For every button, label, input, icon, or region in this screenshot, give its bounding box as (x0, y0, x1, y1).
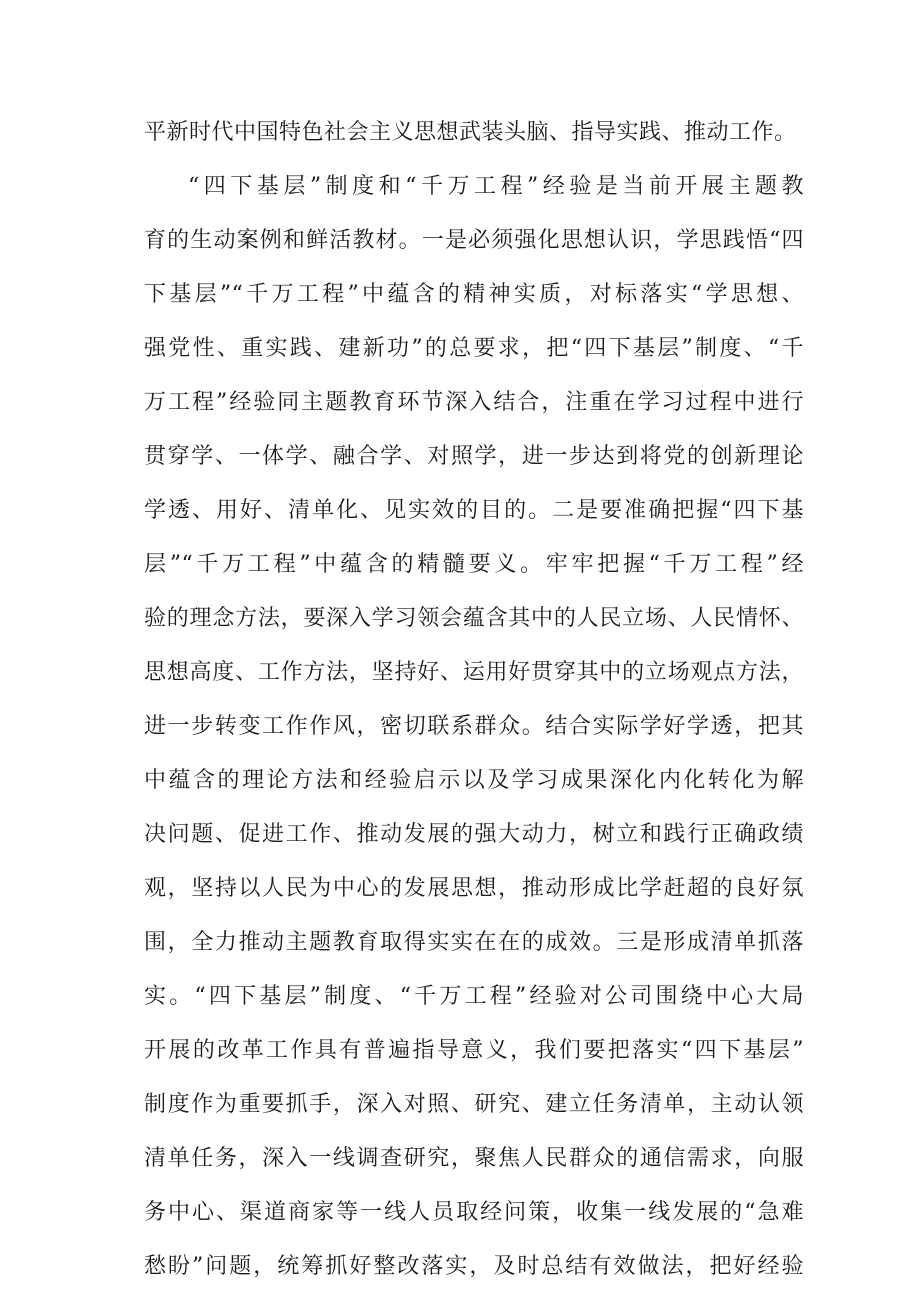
body-text (144, 106, 804, 1294)
text-line-14: 决问题、促进工作、推动发展的强大动力，树立和践行正确政绩 (144, 822, 804, 847)
text-line-12: 进一步转变工作作风，密切联系群众。结合实际学好学透，把其 (144, 714, 804, 739)
text-line-19: 制度作为重要抓手，深入对照、研究、建立任务清单，主动认领 (144, 1092, 804, 1117)
text-line-4: 下基层”“千万工程”中蕴含的精神实质，对标落实“学思想、 (144, 282, 804, 307)
text-line-16: 围，全力推动主题教育取得实实在在的成效。三是形成清单抓落 (144, 930, 804, 955)
text-line-15: 观，坚持以人民为中心的发展思想，推动形成比学赶超的良好氛 (144, 876, 804, 901)
text-line-17: 实。“四下基层”制度、“千万工程”经验对公司围绕中心大局 (144, 984, 804, 1009)
text-line-7: 贯穿学、一体学、融合学、对照学，进一步达到将党的创新理论 (144, 444, 804, 469)
text-line-10: 验的理念方法，要深入学习领会蕴含其中的人民立场、人民情怀、 (144, 606, 804, 631)
text-line-3: 育的生动案例和鲜活教材。一是必须强化思想认识，学思践悟“四 (144, 228, 804, 253)
text-line-18: 开展的改革工作具有普遍指导意义，我们要把落实“四下基层” (144, 1038, 804, 1063)
text-line-13: 中蕴含的理论方法和经验启示以及学习成果深化内化转化为解 (144, 768, 804, 793)
text-line-21: 务中心、渠道商家等一线人员取经问策，收集一线发展的“急难 (144, 1200, 804, 1225)
text-line-9: 层”“千万工程”中蕴含的精髓要义。牢牢把握“千万工程”经 (144, 552, 804, 577)
text-line-5: 强党性、重实践、建新功”的总要求，把“四下基层”制度、“千 (144, 336, 804, 361)
text-line-2: “四下基层”制度和“千万工程”经验是当前开展主题教 (188, 174, 804, 199)
text-line-20: 清单任务，深入一线调查研究，聚焦人民群众的通信需求，向服 (144, 1146, 804, 1171)
text-line-22: 愁盼”问题，统筹抓好整改落实，及时总结有效做法，把好经验 (144, 1254, 804, 1279)
text-line-8: 学透、用好、清单化、见实效的目的。二是要准确把握“四下基 (144, 498, 804, 523)
text-line-1: 平新时代中国特色社会主义思想武装头脑、指导实践、推动工作。 (144, 120, 797, 145)
text-line-6: 万工程”经验同主题教育环节深入结合，注重在学习过程中进行 (144, 390, 804, 415)
text-line-11: 思想高度、工作方法，坚持好、运用好贯穿其中的立场观点方法， (144, 660, 804, 685)
